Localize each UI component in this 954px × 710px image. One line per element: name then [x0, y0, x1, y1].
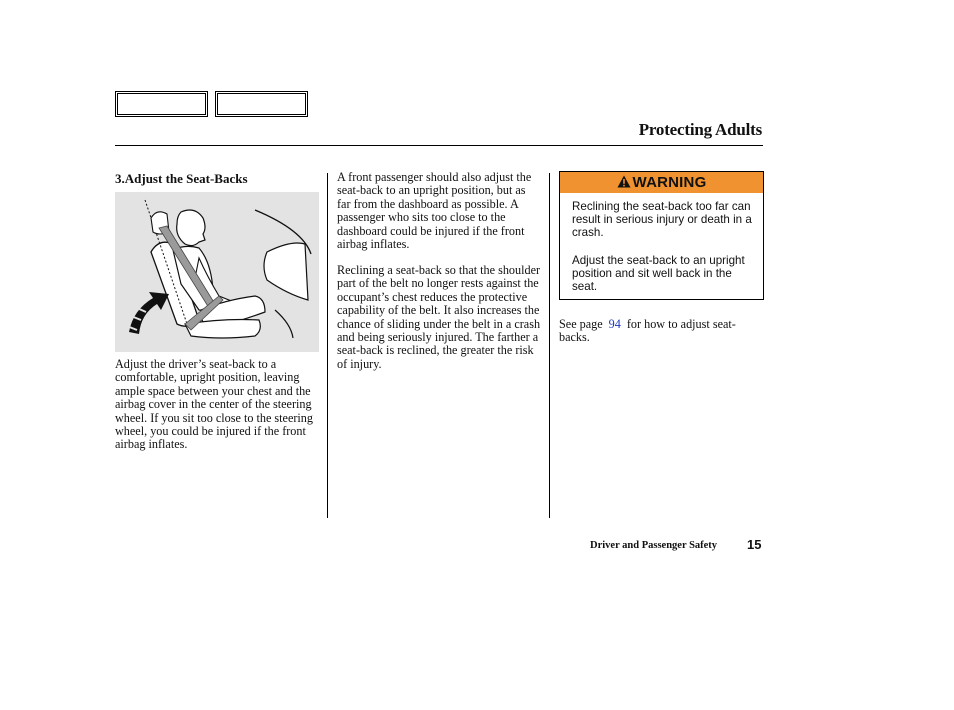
warning-paragraph: Reclining the seat-back too far can result in serious injury or death in a crash.	[572, 200, 752, 240]
reference-suffix: for how to adjust seat-backs.	[559, 317, 736, 345]
warning-triangle-icon	[617, 175, 631, 188]
page-title: Protecting Adults	[638, 120, 762, 139]
warning-paragraph: Adjust the seat-back to an upright position and sit well back in the seat.	[572, 253, 745, 294]
nav-next-button[interactable]	[215, 91, 308, 117]
seat-back-illustration	[115, 192, 319, 352]
body-paragraph: A front passenger should also adjust the seat-back to an upright position, but as far from the dashboard as possible. A passenger who sits too close to the dashboard could be injured if the front airbag inflates.	[337, 170, 532, 252]
column-divider	[549, 173, 550, 518]
warning-label: WARNING	[632, 174, 707, 191]
page-number: 15	[747, 537, 762, 552]
page-reference	[559, 318, 763, 345]
section-heading: 3.Adjust the Seat-Backs	[115, 171, 248, 186]
footer-section-title: Driver and Passenger Safety	[590, 540, 718, 551]
warning-box	[559, 171, 764, 300]
body-paragraph: Reclining a seat-back so that the shoulder part of the belt no longer rests against the occupant’s chest reduces the protective capability of the belt. It also increases the chance of sliding under the belt in a crash and being seriously injured. The farther a seat-back is reclined, the greater the risk of injury.	[337, 263, 541, 371]
nav-prev-button[interactable]	[115, 91, 208, 117]
column-divider	[327, 173, 328, 518]
page-link[interactable]: 94	[608, 317, 621, 331]
seat-occupant-drawing	[115, 192, 319, 352]
title-divider	[115, 145, 763, 146]
body-paragraph: Adjust the driver’s seat-back to a comfortable, upright position, leaving ample space between your chest and the airbag cover in the center of the steering wheel. If you sit too close to the steering wheel, you could be injured if the front airbag inflates.	[115, 357, 313, 452]
reference-prefix: See page	[559, 317, 603, 331]
warning-header	[560, 172, 763, 193]
